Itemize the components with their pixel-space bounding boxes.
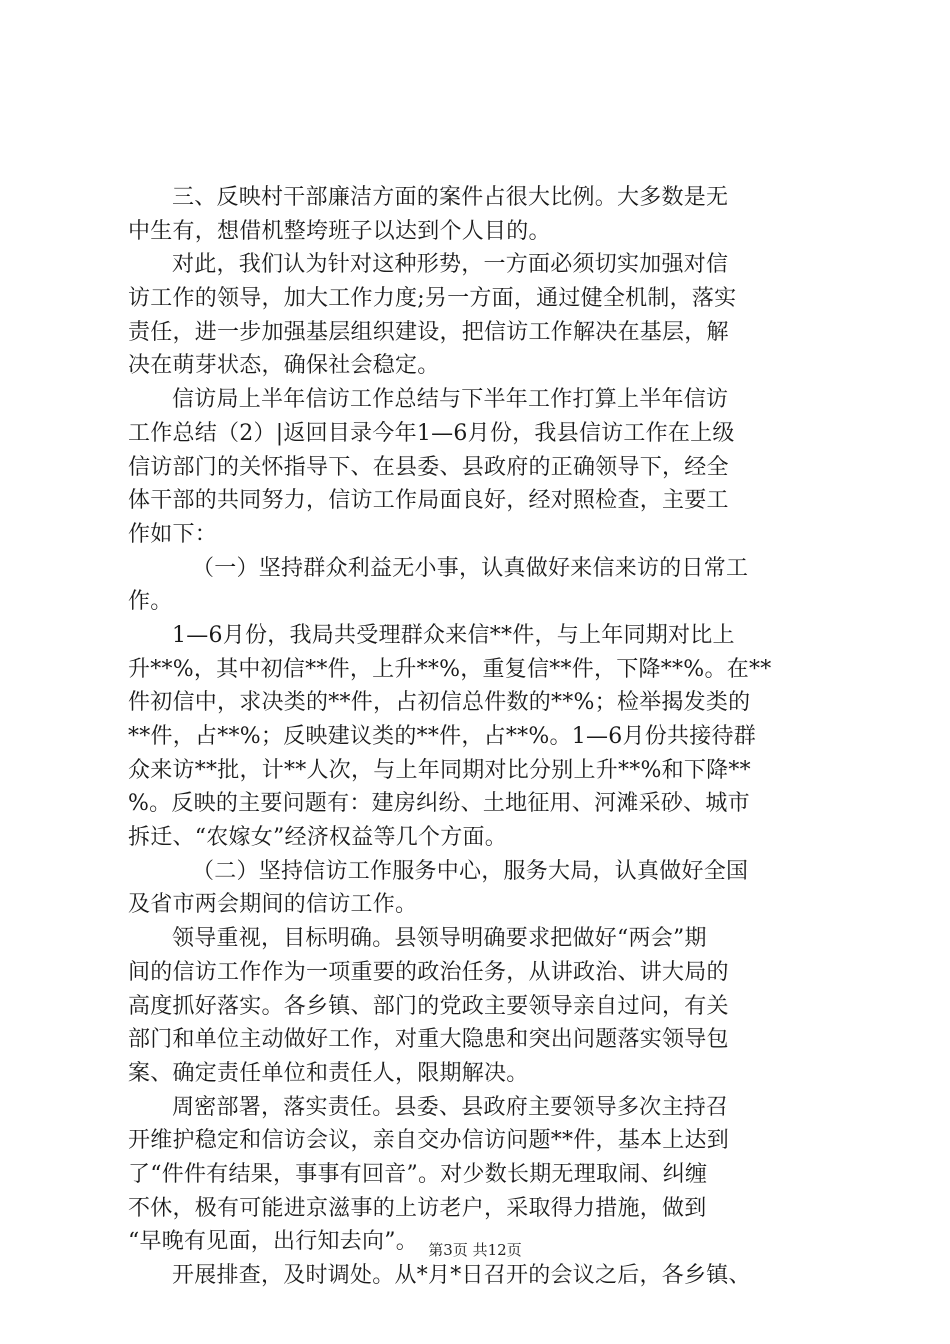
text-line: 间的信访工作作为一项重要的政治任务，从讲政治、讲大局的 [128, 959, 729, 985]
body-text [128, 181, 848, 1293]
text-line: 领导重视，目标明确。县领导明确要求把做好“两会”期 [172, 926, 707, 952]
text-line: 作如下： [128, 521, 218, 547]
text-line: 了“件件有结果，事事有回音”。对少数长期无理取闹、纠缠 [128, 1161, 708, 1187]
text-line: 升**%，其中初信**件，上升**%，重复信**件，下降**%。在** [128, 656, 772, 682]
section-heading: （一）坚持群众利益无小事，认真做好来信来访的日常工 [192, 555, 749, 581]
text-line: 责任，进一步加强基层组织建设，把信访工作解决在基层，解 [128, 319, 729, 345]
section-heading: （二）坚持信访工作服务中心，服务大局，认真做好全国 [192, 858, 749, 884]
text-line: “早晚有见面，出行知去向”。 [128, 1229, 418, 1255]
text-line: 部门和单位主动做好工作，对重大隐患和突出问题落实领导包 [128, 1027, 729, 1053]
text-line: 工作总结（2）|返回目录今年1—6月份，我县信访工作在上级 [128, 420, 735, 446]
text-line: 及省市两会期间的信访工作。 [128, 892, 418, 918]
text-line: %。反映的主要问题有：建房纠纷、土地征用、河滩采砂、城市 [128, 791, 750, 817]
text-line: 决在萌芽状态，确保社会稳定。 [128, 353, 440, 379]
text-line: 1—6月份，我局共受理群众来信**件，与上年同期对比上 [172, 622, 735, 648]
text-line: 高度抓好落实。各乡镇、部门的党政主要领导亲自过问，有关 [128, 993, 729, 1019]
text-line: 体干部的共同努力，信访工作局面良好，经对照检查，主要工 [128, 488, 729, 514]
text-line: 三、反映村干部廉洁方面的案件占很大比例。大多数是无 [172, 185, 729, 210]
text-line: 案、确定责任单位和责任人，限期解决。 [128, 1060, 529, 1086]
text-line: 信访部门的关怀指导下、在县委、县政府的正确领导下，经全 [128, 454, 729, 480]
text-line: 周密部署，落实责任。县委、县政府主要领导多次主持召 [172, 1094, 729, 1120]
text-line: 件初信中，求决类的**件，占初信总件数的**%；检举揭发类的 [128, 690, 751, 716]
text-line: 开维护稳定和信访会议，亲自交办信访问题**件，基本上达到 [128, 1128, 730, 1154]
text-line: 作。 [128, 589, 173, 615]
text-line: 信访局上半年信访工作总结与下半年工作打算上半年信访 [172, 387, 729, 413]
text-line: 众来访**批，计**人次，与上年同期对比分别上升**%和下降** [128, 757, 751, 783]
text-line: 拆迁、“农嫁女”经济权益等几个方面。 [128, 825, 507, 851]
text-line: 不休，极有可能进京滋事的上访老户，采取得力措施，做到 [128, 1195, 707, 1221]
text-line: 中生有，想借机整垮班子以达到个人目的。 [128, 218, 551, 244]
text-line: 开展排查，及时调处。从*月*日召开的会议之后，各乡镇、 [172, 1263, 751, 1288]
text-line: 访工作的领导，加大工作力度;另一方面，通过健全机制，落实 [128, 286, 737, 312]
text-line: 对此，我们认为针对这种形势，一方面必须切实加强对信 [172, 252, 729, 278]
text-line: **件，占**%；反映建议类的**件，占**%。1—6月份共接待群 [128, 724, 757, 749]
page-number-footer: 第3页 共12页 [428, 1241, 522, 1259]
